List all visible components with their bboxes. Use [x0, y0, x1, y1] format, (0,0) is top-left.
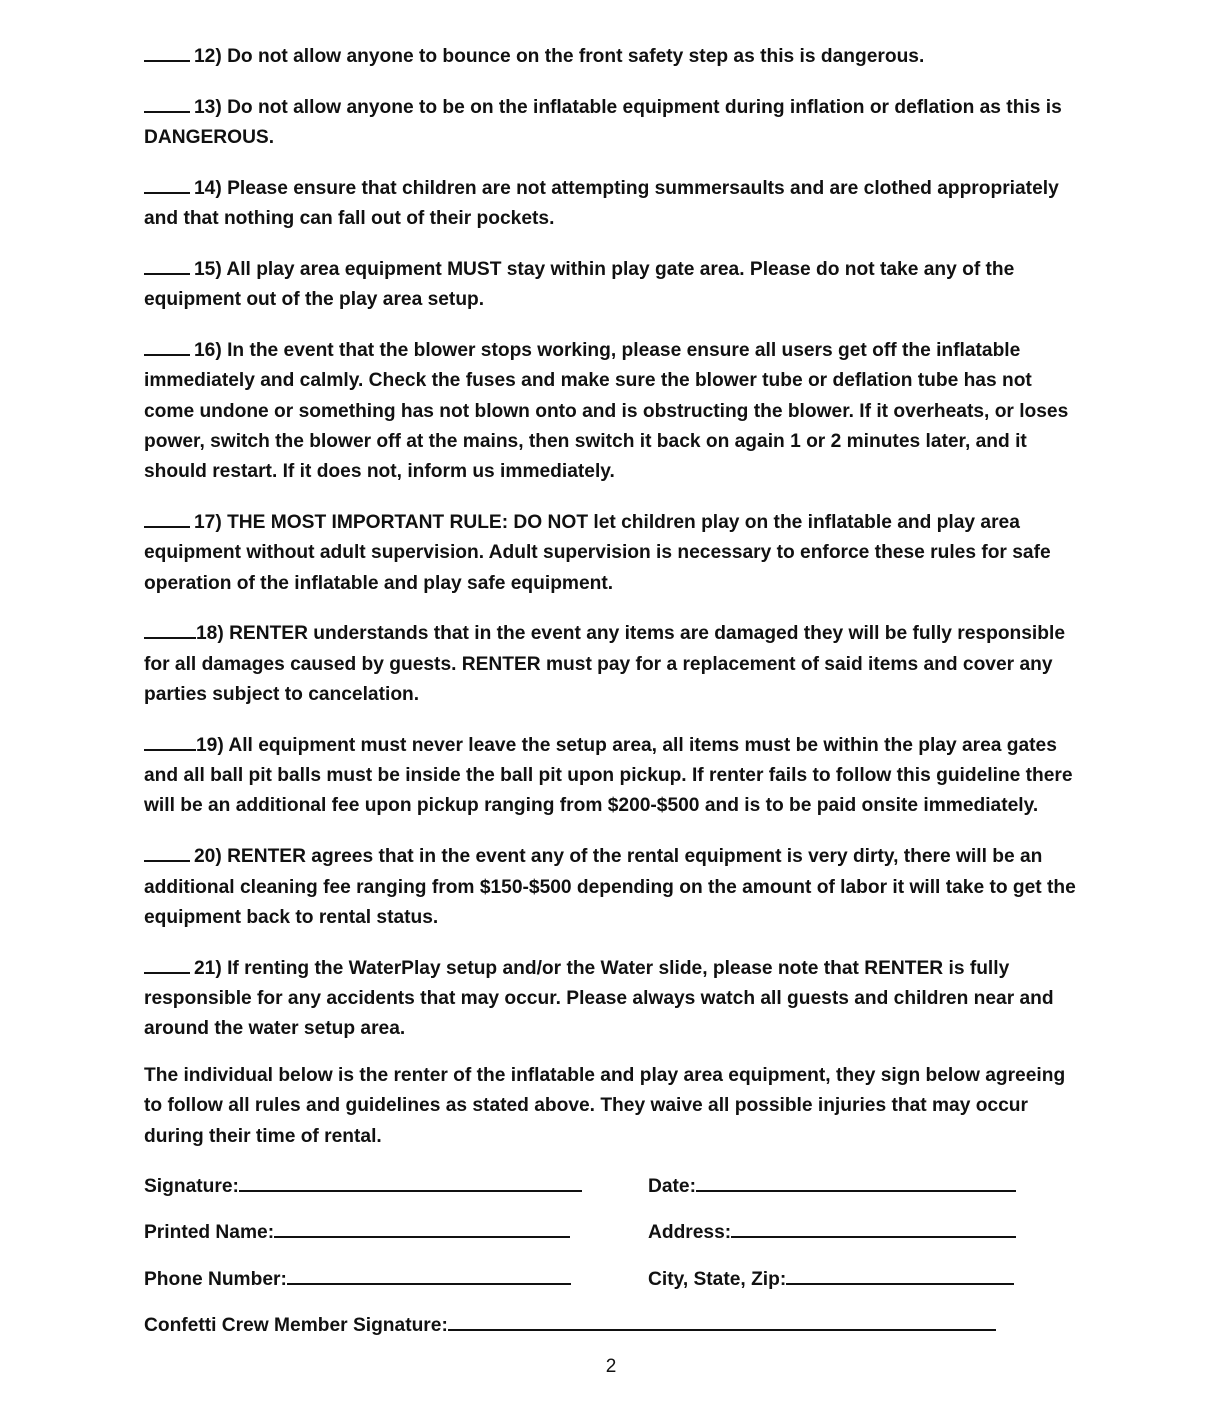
rule-18: 18) RENTER understands that in the event any items are damaged they will be fully responsible for all damages caused by guests. RENTER must pay for a replacement of said items and cover any parties subject to cancelation.: [144, 615, 1084, 710]
signature-row-2: [144, 1214, 1084, 1261]
printed-name-line[interactable]: [274, 1214, 570, 1238]
phone-number-line[interactable]: [287, 1261, 571, 1285]
signature-row-3: [144, 1261, 1084, 1308]
initial-blank-13[interactable]: [144, 89, 190, 113]
signature-field: [144, 1168, 582, 1202]
signature-row-4: [144, 1307, 1084, 1354]
signature-line[interactable]: [239, 1168, 582, 1192]
rule-13: 13) Do not allow anyone to be on the inflatable equipment during inflation or deflation as this is DANGEROUS.: [144, 89, 1084, 154]
initial-blank-14[interactable]: [144, 170, 190, 194]
rule-21: 21) If renting the WaterPlay setup and/or the Water slide, please note that RENTER is fully responsible for any accidents that may occur. Please always watch all guests and children near and around the water setup area.: [144, 950, 1084, 1045]
printed-name-field: [144, 1214, 570, 1248]
city-state-zip-line[interactable]: [786, 1261, 1014, 1285]
printed-name-label: Printed Name:: [144, 1222, 275, 1244]
address-line[interactable]: [731, 1214, 1016, 1238]
initial-blank-20[interactable]: [144, 838, 190, 862]
initial-blank-12[interactable]: [144, 38, 190, 62]
initial-blank-19[interactable]: [144, 727, 196, 751]
rule-12: 12) Do not allow anyone to bounce on the front safety step as this is dangerous.: [144, 38, 1084, 72]
signature-row-1: [144, 1168, 1084, 1215]
phone-number-label: Phone Number:: [144, 1268, 287, 1290]
initial-blank-16[interactable]: [144, 332, 190, 356]
initial-blank-15[interactable]: [144, 251, 190, 275]
date-label: Date:: [648, 1175, 696, 1197]
date-line[interactable]: [696, 1168, 1016, 1192]
page-number: 2: [605, 1356, 617, 1377]
date-field: [648, 1168, 1016, 1202]
initial-blank-18[interactable]: [144, 615, 196, 639]
city-state-zip-label: City, State, Zip:: [648, 1268, 787, 1290]
crew-signature-field: [144, 1307, 996, 1341]
signature-label: Signature:: [144, 1175, 239, 1197]
phone-number-field: [144, 1261, 571, 1295]
crew-signature-line[interactable]: [448, 1307, 996, 1331]
rule-19: 19) All equipment must never leave the setup area, all items must be within the play area gates and all ball pit balls must be inside the ball pit upon pickup. If renter fails to follow this guideline there will be an additional fee upon pickup ranging from $200-$500 and is to be paid onsite immediately.: [144, 727, 1084, 822]
closing-statement: The individual below is the renter of the inflatable and play area equipment, they sign below agreeing to follow all rules and guidelines as stated above. They waive all possible injuries that may occur during their time of rental.: [144, 1065, 1066, 1147]
rule-16: 16) In the event that the blower stops working, please ensure all users get off the inflatable immediately and calmly. Check the fuses and make sure the blower tube or deflation tube has not come undone or something has not blown onto and is obstructing the blower. If it overheats, or loses power, switch the blower off at the mains, then switch it back on again 1 or 2 minutes later, and it should restart. If it does not, inform us immediately.: [144, 332, 1084, 487]
rule-15: 15) All play area equipment MUST stay within play gate area. Please do not take any of the equipment out of the play area setup.: [144, 251, 1084, 316]
crew-signature-label: Confetti Crew Member Signature:: [144, 1315, 448, 1337]
waiver-page: [144, 38, 1084, 1354]
initial-blank-21[interactable]: [144, 950, 190, 974]
initial-blank-17[interactable]: [144, 504, 190, 528]
address-field: [648, 1214, 1016, 1248]
city-state-zip-field: [648, 1261, 1014, 1295]
rule-14: 14) Please ensure that children are not attempting summersaults and are clothed appropriately and that nothing can fall out of their pockets.: [144, 170, 1084, 235]
rule-17: 17) THE MOST IMPORTANT RULE: DO NOT let children play on the inflatable and play area equipment without adult supervision. Adult supervision is necessary to enforce these rules for safe operation of the inflatable and play safe equipment.: [144, 504, 1084, 599]
rule-20: 20) RENTER agrees that in the event any of the rental equipment is very dirty, there will be an additional cleaning fee ranging from $150-$500 depending on the amount of labor it will take to get the equipment back to rental status.: [144, 838, 1084, 933]
address-label: Address:: [648, 1222, 732, 1244]
